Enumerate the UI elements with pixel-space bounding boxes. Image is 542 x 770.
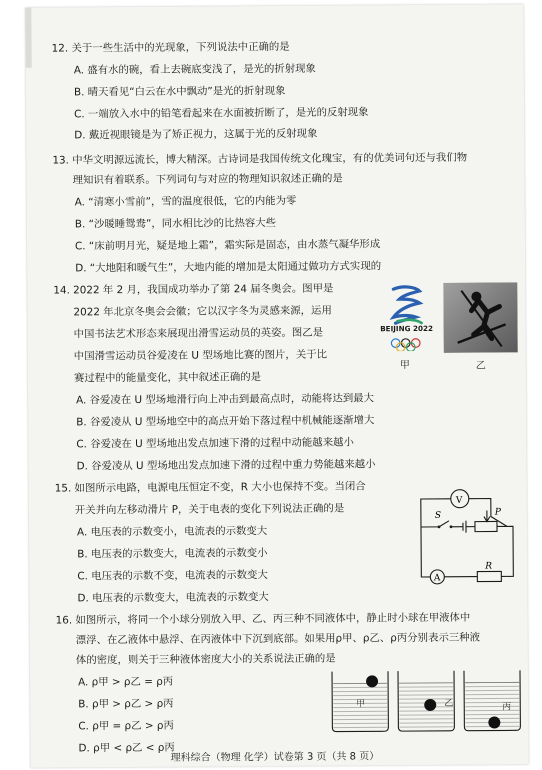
ball-suspended	[424, 699, 436, 711]
question-13-stem-2: 理知识有着联系。下列词句与对应的物理知识叙述正确的是	[72, 172, 343, 187]
q13-option-d: D. “大地阳和暖气生”，大地内能的增加是太阳通过做功方式实现的	[75, 260, 382, 275]
q16-option-b: B. ρ甲 > ρ乙 > ρ丙	[78, 697, 174, 711]
beakers-figure	[326, 664, 522, 735]
ammeter-label: A	[433, 573, 441, 584]
beaker-label-yi: 乙	[444, 698, 454, 709]
question-16-stem-2: 漂浮、在乙液体中悬浮、在丙液体中下沉到底部。如果用ρ甲、ρ乙、ρ丙分别表示三种液	[75, 631, 481, 647]
resistor-label: R	[485, 561, 493, 572]
exam-page	[25, 4, 528, 767]
slider-label: P	[494, 507, 501, 518]
question-12-stem: 12. 关于一些生活中的光现象，下列说法中正确的是	[51, 40, 290, 55]
question-16-stem-3: 体的密度，则关于三种液体密度大小的关系说法正确的是	[75, 652, 336, 667]
q12-option-a: A. 盛有水的碗，看上去碗底变浅了，是光的折射现象	[73, 62, 316, 77]
switch-label: S	[434, 510, 442, 521]
skier-photo	[443, 282, 517, 353]
q15-option-b: B. 电压表的示数变大，电流表的示数变小	[77, 547, 268, 561]
question-15-stem-1: 15. 如图所示电路，电源电压恒定不变，R 大小也保持不变。当闭合	[54, 480, 366, 495]
beaker-label-jia: 甲	[356, 699, 366, 710]
question-14-line-4: 中国滑雪运动员谷爱凌在 U 型场地比赛的图片，关于比	[73, 348, 328, 363]
q15-option-d: D. 电压表的示数变大，电流表的示数变大	[77, 591, 269, 605]
ball-floating	[366, 675, 378, 687]
q13-option-c: C. “床前明月光，疑是地上霜”，霜实际是固态，由水蒸气凝华形成	[74, 238, 381, 253]
beaker-label-bing: 丙	[502, 702, 512, 713]
emblem-text: BEIJING 2022	[380, 323, 434, 334]
figure-label-yi: 乙	[475, 360, 486, 372]
circuit-wiring	[411, 480, 520, 587]
q16-option-d: D. ρ甲 < ρ乙 < ρ丙	[78, 741, 175, 755]
skier-photo-figure	[443, 282, 518, 372]
question-16-stem-1: 16. 如图所示，将同一个小球分别放入甲、乙、丙三种不同液体中，静止时小球在甲液体中	[55, 611, 471, 627]
q12-option-d: D. 戴近视眼镜是为了矫正视力，这属于光的反射现象	[74, 127, 318, 142]
question-14-line-1: 14. 2022 年 2 月，我国成功举办了第 24 届冬奥会。图甲是	[53, 282, 334, 297]
q13-option-b: B. “沙暖睡鸳鸯”，同水相比沙的比热容大些	[74, 217, 277, 231]
page-edge	[25, 8, 31, 68]
q12-option-c: C. 一端放入水中的铅笔看起来在水面被折断了，是光的反射现象	[74, 106, 369, 121]
voltmeter-label: V	[455, 495, 463, 506]
question-15-stem-2: 开关并向左移动滑片 P，关于电表的变化下列说法正确的是	[74, 502, 345, 517]
ball-sunk	[488, 716, 500, 728]
q15-option-a: A. 电压表的示数变小，电流表的示数变大	[76, 525, 268, 539]
circuit-diagram	[411, 480, 520, 587]
winter-olympics-emblem-figure	[375, 281, 438, 372]
figure-label-jia: 甲	[399, 360, 410, 372]
question-14-line-3: 中国书法艺术形态来展现出滑雪运动员的英姿。图乙是	[73, 326, 324, 341]
page-footer: 理科综合（物理 化学）试卷第 3 页（共 8 页）	[170, 751, 380, 764]
q14-option-d: D. 谷爱凌从 U 型场地出发点加速下滑的过程中重力势能越来越小	[76, 458, 376, 473]
q14-option-b: B. 谷爱凌从 U 型场地空中的高点开始下落过程中机械能逐渐增大	[76, 414, 375, 429]
beakers-drawing	[326, 664, 522, 735]
question-13-stem-1: 13. 中华文明源远流长，博大精深。古诗词是我国传统文化瑰宝，有的优美词句还与我们物	[52, 151, 468, 167]
question-14-line-2: 2022 年北京冬奥会会徽；它以汉字冬为灵感来源，运用	[73, 304, 332, 319]
q14-option-a: A. 谷爱凌在 U 型场地滑行向上冲击到最高点时，动能将达到最大	[76, 392, 375, 407]
q15-option-c: C. 电压表的示数不变，电流表的示数变大	[77, 569, 268, 583]
q16-option-c: C. ρ甲 = ρ乙 > ρ丙	[78, 719, 174, 733]
question-14-line-5: 赛过程中的能量变化，其中叙述正确的是	[73, 371, 262, 385]
winter-olympics-emblem-icon	[375, 281, 437, 351]
q14-option-c: C. 谷爱凌在 U 型场地出发点加速下滑的过程中动能越来越小	[76, 436, 354, 451]
q12-option-b: B. 晴天看见“白云在水中飘动”是光的折射现象	[73, 84, 286, 99]
q13-option-a: A. “清寒小雪前”，雪的温度很低，它的内能为零	[74, 194, 297, 209]
q16-option-a: A. ρ甲 > ρ乙 = ρ丙	[78, 675, 174, 689]
